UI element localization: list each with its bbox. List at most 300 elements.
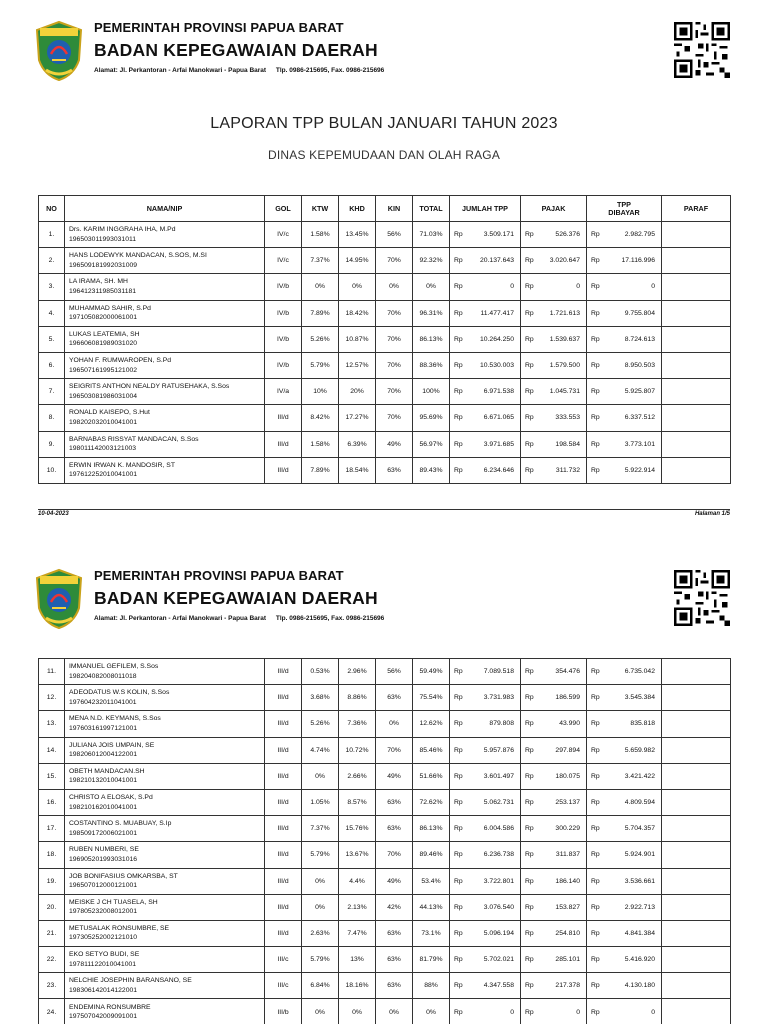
table-row	[39, 711, 731, 737]
total-percent: 100%	[413, 379, 450, 405]
currency-label: Rp	[587, 659, 605, 685]
currency-label: Rp	[587, 816, 605, 842]
khd-percent: 18.16%	[339, 973, 376, 999]
currency-label: Rp	[587, 300, 605, 326]
rank-grade: IV/a	[265, 379, 302, 405]
employee-cell	[65, 659, 265, 685]
dibayar-amount: 5.925.807	[605, 379, 662, 405]
dibayar-amount: 6.337.512	[605, 405, 662, 431]
currency-label: Rp	[450, 894, 468, 920]
currency-label: Rp	[521, 816, 539, 842]
paraf-cell	[662, 659, 731, 685]
employee-cell	[65, 816, 265, 842]
dibayar-amount: 6.735.042	[605, 659, 662, 685]
employee-cell	[65, 326, 265, 352]
employee-nip: 198509172006021001	[69, 829, 138, 837]
employee-cell	[65, 973, 265, 999]
khd-percent: 12.57%	[339, 352, 376, 378]
letterhead	[0, 12, 768, 82]
paraf-cell	[662, 973, 731, 999]
table-row	[39, 352, 731, 378]
currency-label: Rp	[450, 248, 468, 274]
dibayar-amount: 4.809.594	[605, 789, 662, 815]
currency-label: Rp	[521, 431, 539, 457]
currency-label: Rp	[450, 379, 468, 405]
currency-label: Rp	[521, 868, 539, 894]
ktw-percent: 5.79%	[302, 947, 339, 973]
employee-name: OBETH MANDACAN.SH	[69, 767, 145, 775]
paraf-cell	[662, 457, 731, 483]
province-emblem-icon	[34, 568, 84, 630]
rank-grade: III/d	[265, 920, 302, 946]
row-number: 24.	[39, 999, 65, 1024]
ktw-percent: 0%	[302, 274, 339, 300]
total-percent: 75.54%	[413, 685, 450, 711]
row-number: 23.	[39, 973, 65, 999]
footer-divider	[38, 509, 730, 510]
pajak-amount: 526.376	[539, 222, 587, 248]
pajak-amount: 333.553	[539, 405, 587, 431]
table-row	[39, 326, 731, 352]
paraf-cell	[662, 763, 731, 789]
khd-percent: 15.76%	[339, 816, 376, 842]
currency-label: Rp	[521, 248, 539, 274]
currency-label: Rp	[521, 379, 539, 405]
header-paraf: PARAF	[662, 196, 731, 222]
currency-label: Rp	[587, 685, 605, 711]
pajak-amount: 253.137	[539, 789, 587, 815]
employee-cell	[65, 222, 265, 248]
employee-nip: 196503011993031011	[69, 235, 137, 243]
currency-label: Rp	[521, 920, 539, 946]
kin-percent: 70%	[376, 379, 413, 405]
khd-percent: 7.47%	[339, 920, 376, 946]
table-row	[39, 999, 731, 1024]
ktw-percent: 5.79%	[302, 842, 339, 868]
row-number: 5.	[39, 326, 65, 352]
employee-nip: 197305252002121010	[69, 934, 138, 942]
table-row	[39, 379, 731, 405]
currency-label: Rp	[587, 457, 605, 483]
ktw-percent: 1.58%	[302, 222, 339, 248]
currency-label: Rp	[450, 842, 468, 868]
table-row	[39, 973, 731, 999]
currency-label: Rp	[450, 999, 468, 1024]
employee-cell	[65, 947, 265, 973]
rank-grade: III/d	[265, 816, 302, 842]
rank-grade: III/d	[265, 789, 302, 815]
khd-percent: 17.27%	[339, 405, 376, 431]
employee-name: RUBEN NUMBERI, SE	[69, 846, 139, 854]
currency-label: Rp	[521, 999, 539, 1024]
row-number: 1.	[39, 222, 65, 248]
currency-label: Rp	[521, 842, 539, 868]
employee-nip: 198204082008011018	[69, 672, 137, 680]
qr-code-icon	[674, 22, 730, 78]
currency-label: Rp	[450, 947, 468, 973]
pajak-amount: 354.476	[539, 659, 587, 685]
khd-percent: 13.45%	[339, 222, 376, 248]
rank-grade: III/d	[265, 685, 302, 711]
total-percent: 89.43%	[413, 457, 450, 483]
paraf-cell	[662, 222, 731, 248]
currency-label: Rp	[587, 222, 605, 248]
row-number: 20.	[39, 894, 65, 920]
row-number: 12.	[39, 685, 65, 711]
total-percent: 88%	[413, 973, 450, 999]
total-percent: 12.62%	[413, 711, 450, 737]
paraf-cell	[662, 379, 731, 405]
employee-nip: 196507012000121001	[69, 882, 138, 890]
ktw-percent: 7.89%	[302, 457, 339, 483]
currency-label: Rp	[587, 711, 605, 737]
employee-nip: 196503081986031004	[69, 392, 138, 400]
currency-label: Rp	[587, 326, 605, 352]
row-number: 16.	[39, 789, 65, 815]
currency-label: Rp	[521, 405, 539, 431]
rank-grade: III/d	[265, 737, 302, 763]
paraf-cell	[662, 274, 731, 300]
dibayar-amount: 5.659.982	[605, 737, 662, 763]
currency-label: Rp	[587, 999, 605, 1024]
total-percent: 86.13%	[413, 816, 450, 842]
ktw-percent: 8.42%	[302, 405, 339, 431]
khd-percent: 18.42%	[339, 300, 376, 326]
employee-name: LA IRAMA, SH. MH	[69, 278, 128, 286]
total-percent: 81.79%	[413, 947, 450, 973]
currency-label: Rp	[587, 868, 605, 894]
ktw-percent: 5.26%	[302, 326, 339, 352]
employee-nip: 198206012004122001	[69, 751, 138, 759]
employee-cell	[65, 999, 265, 1024]
table-row	[39, 248, 731, 274]
total-percent: 85.46%	[413, 737, 450, 763]
kin-percent: 63%	[376, 973, 413, 999]
employee-nip: 198202032010041001	[69, 418, 138, 426]
employee-nip: 197604232011041001	[69, 698, 137, 706]
employee-nip: 197612252010041001	[69, 471, 138, 479]
rank-grade: III/d	[265, 711, 302, 737]
table-row	[39, 920, 731, 946]
khd-percent: 8.57%	[339, 789, 376, 815]
total-percent: 0%	[413, 999, 450, 1024]
total-percent: 59.49%	[413, 659, 450, 685]
paraf-cell	[662, 920, 731, 946]
row-number: 21.	[39, 920, 65, 946]
dibayar-amount: 835.818	[605, 711, 662, 737]
total-percent: 86.13%	[413, 326, 450, 352]
currency-label: Rp	[521, 274, 539, 300]
kin-percent: 42%	[376, 894, 413, 920]
currency-label: Rp	[521, 737, 539, 763]
currency-label: Rp	[450, 352, 468, 378]
currency-label: Rp	[521, 763, 539, 789]
rank-grade: III/d	[265, 842, 302, 868]
currency-label: Rp	[521, 973, 539, 999]
currency-label: Rp	[587, 405, 605, 431]
table-row	[39, 457, 731, 483]
total-percent: 96.31%	[413, 300, 450, 326]
jumlah-amount: 3.722.801	[468, 868, 521, 894]
province-name: PEMERINTAH PROVINSI PAPUA BARAT	[94, 568, 344, 583]
kin-percent: 70%	[376, 248, 413, 274]
ktw-percent: 5.79%	[302, 352, 339, 378]
currency-label: Rp	[450, 300, 468, 326]
row-number: 2.	[39, 248, 65, 274]
jumlah-amount: 10.530.003	[468, 352, 521, 378]
employee-nip: 196412311985031181	[69, 287, 137, 295]
footer-page-number: Halaman 1/5	[694, 511, 730, 517]
currency-label: Rp	[521, 685, 539, 711]
dibayar-amount: 0	[605, 274, 662, 300]
agency-address: Alamat: Jl. Perkantoran - Arfai Manokwari - Papua Barat	[94, 615, 267, 622]
paraf-cell	[662, 711, 731, 737]
khd-percent: 2.13%	[339, 894, 376, 920]
currency-label: Rp	[587, 947, 605, 973]
row-number: 6.	[39, 352, 65, 378]
jumlah-amount: 20.137.643	[468, 248, 521, 274]
header-total: TOTAL	[413, 196, 450, 222]
rank-grade: IV/b	[265, 326, 302, 352]
currency-label: Rp	[587, 789, 605, 815]
currency-label: Rp	[521, 789, 539, 815]
table-row	[39, 405, 731, 431]
jumlah-amount: 6.971.538	[468, 379, 521, 405]
currency-label: Rp	[521, 352, 539, 378]
jumlah-amount: 10.264.250	[468, 326, 521, 352]
paraf-cell	[662, 300, 731, 326]
table-row	[39, 685, 731, 711]
dibayar-amount: 3.421.422	[605, 763, 662, 789]
employee-name: METUSALAK RONSUMBRE, SE	[69, 924, 170, 932]
currency-label: Rp	[450, 920, 468, 946]
khd-percent: 14.95%	[339, 248, 376, 274]
currency-label: Rp	[587, 737, 605, 763]
pajak-amount: 0	[539, 999, 587, 1024]
jumlah-amount: 11.477.417	[468, 300, 521, 326]
rank-grade: III/d	[265, 894, 302, 920]
ktw-percent: 0%	[302, 763, 339, 789]
khd-percent: 18.54%	[339, 457, 376, 483]
row-number: 18.	[39, 842, 65, 868]
ktw-percent: 0%	[302, 894, 339, 920]
table-row	[39, 274, 731, 300]
row-number: 13.	[39, 711, 65, 737]
rank-grade: III/d	[265, 431, 302, 457]
employee-name: HANS LODEWYK MANDACAN, S.SOS, M.SI	[69, 252, 207, 260]
dibayar-amount: 3.545.384	[605, 685, 662, 711]
paraf-cell	[662, 947, 731, 973]
ktw-percent: 10%	[302, 379, 339, 405]
qr-code-icon	[674, 570, 730, 626]
row-number: 8.	[39, 405, 65, 431]
currency-label: Rp	[450, 457, 468, 483]
kin-percent: 70%	[376, 352, 413, 378]
total-percent: 51.66%	[413, 763, 450, 789]
rank-grade: III/d	[265, 659, 302, 685]
total-percent: 72.62%	[413, 789, 450, 815]
employee-cell	[65, 685, 265, 711]
jumlah-amount: 0	[468, 274, 521, 300]
dibayar-amount: 5.416.920	[605, 947, 662, 973]
dibayar-amount: 4.841.384	[605, 920, 662, 946]
paraf-cell	[662, 431, 731, 457]
paraf-cell	[662, 405, 731, 431]
ktw-percent: 1.05%	[302, 789, 339, 815]
rank-grade: III/d	[265, 763, 302, 789]
currency-label: Rp	[521, 947, 539, 973]
employee-cell	[65, 842, 265, 868]
total-percent: 56.97%	[413, 431, 450, 457]
agency-name: BADAN KEPEGAWAIAN DAERAH	[94, 588, 378, 608]
letterhead-page-2	[0, 560, 768, 630]
employee-cell	[65, 711, 265, 737]
pajak-amount: 297.894	[539, 737, 587, 763]
dibayar-amount: 4.130.180	[605, 973, 662, 999]
ktw-percent: 5.26%	[302, 711, 339, 737]
currency-label: Rp	[587, 274, 605, 300]
employee-cell	[65, 300, 265, 326]
jumlah-amount: 6.004.586	[468, 816, 521, 842]
currency-label: Rp	[521, 659, 539, 685]
currency-label: Rp	[450, 816, 468, 842]
jumlah-amount: 6.236.738	[468, 842, 521, 868]
agency-phone: Tlp. 0986-215695, Fax. 0986-215696	[275, 67, 385, 74]
khd-percent: 2.96%	[339, 659, 376, 685]
employee-cell	[65, 379, 265, 405]
employee-name: NELCHIE JOSEPHIN BARANSANO, SE	[69, 977, 192, 985]
employee-cell	[65, 431, 265, 457]
rank-grade: III/d	[265, 405, 302, 431]
table-row	[39, 222, 731, 248]
khd-percent: 13.67%	[339, 842, 376, 868]
currency-label: Rp	[450, 973, 468, 999]
jumlah-amount: 3.509.171	[468, 222, 521, 248]
employee-name: MENA N.D. KEYMANS, S.Sos	[69, 715, 161, 723]
total-percent: 44.13%	[413, 894, 450, 920]
kin-percent: 0%	[376, 711, 413, 737]
jumlah-amount: 6.234.646	[468, 457, 521, 483]
pajak-amount: 1.721.613	[539, 300, 587, 326]
dibayar-amount: 3.773.101	[605, 431, 662, 457]
currency-label: Rp	[587, 379, 605, 405]
footer-date: 10-04-2023	[38, 511, 69, 517]
table-row	[39, 894, 731, 920]
header-jumlah: JUMLAH TPP	[450, 196, 521, 222]
employee-nip: 197603161997121001	[69, 724, 138, 732]
rank-grade: IV/b	[265, 274, 302, 300]
employee-name: Drs. KARIM INGGRAHA IHA, M.Pd	[69, 226, 176, 234]
pajak-amount: 186.599	[539, 685, 587, 711]
paraf-cell	[662, 842, 731, 868]
row-number: 3.	[39, 274, 65, 300]
jumlah-amount: 3.971.685	[468, 431, 521, 457]
employee-nip: 198210162010041001	[69, 803, 138, 811]
pajak-amount: 300.229	[539, 816, 587, 842]
employee-name: EKO SETYO BUDI, SE	[69, 951, 140, 959]
total-percent: 95.69%	[413, 405, 450, 431]
row-number: 14.	[39, 737, 65, 763]
currency-label: Rp	[587, 431, 605, 457]
header-kin: KIN	[376, 196, 413, 222]
employee-name: JOB BONIFASIUS OMKARSBA, ST	[69, 872, 178, 880]
currency-label: Rp	[450, 737, 468, 763]
tpp-table-continued	[38, 658, 731, 1024]
employee-nip: 196905201993031016	[69, 855, 138, 863]
currency-label: Rp	[450, 405, 468, 431]
ktw-percent: 7.37%	[302, 248, 339, 274]
pajak-amount: 43.990	[539, 711, 587, 737]
ktw-percent: 7.89%	[302, 300, 339, 326]
employee-nip: 196509181992031009	[69, 261, 138, 269]
employee-name: CHRISTO A ELOSAK, S.Pd	[69, 794, 153, 802]
kin-percent: 63%	[376, 457, 413, 483]
kin-percent: 56%	[376, 659, 413, 685]
employee-nip: 198011142003121003	[69, 445, 137, 453]
currency-label: Rp	[587, 352, 605, 378]
employee-name: SEIGRITS ANTHON NEALDY RATUSEHAKA, S.Sos	[69, 383, 230, 391]
currency-label: Rp	[587, 842, 605, 868]
row-number: 10.	[39, 457, 65, 483]
employee-name: ADEODATUS W.S KOLIN, S.Sos	[69, 689, 170, 697]
table-row	[39, 431, 731, 457]
table-row	[39, 737, 731, 763]
paraf-cell	[662, 685, 731, 711]
kin-percent: 70%	[376, 405, 413, 431]
dibayar-amount: 2.982.795	[605, 222, 662, 248]
header-name: NAMA/NIP	[65, 196, 265, 222]
report-title: LAPORAN TPP BULAN JANUARI TAHUN 2023	[210, 115, 558, 132]
ktw-percent: 7.37%	[302, 816, 339, 842]
pajak-amount: 1.579.500	[539, 352, 587, 378]
khd-percent: 0%	[339, 274, 376, 300]
pajak-amount: 217.378	[539, 973, 587, 999]
employee-cell	[65, 248, 265, 274]
ktw-percent: 3.68%	[302, 685, 339, 711]
pajak-amount: 198.584	[539, 431, 587, 457]
table-row	[39, 763, 731, 789]
employee-name: BARNABAS RISSYAT MANDACAN, S.Sos	[69, 435, 199, 443]
jumlah-amount: 5.096.194	[468, 920, 521, 946]
rank-grade: IV/c	[265, 222, 302, 248]
table-row	[39, 659, 731, 685]
employee-nip: 198306142014122001	[69, 986, 138, 994]
employee-cell	[65, 352, 265, 378]
pajak-amount: 311.837	[539, 842, 587, 868]
province-name: PEMERINTAH PROVINSI PAPUA BARAT	[94, 20, 344, 35]
employee-name: LUKAS LEATEMIA, SH	[69, 330, 140, 338]
row-number: 17.	[39, 816, 65, 842]
jumlah-amount: 879.808	[468, 711, 521, 737]
kin-percent: 63%	[376, 920, 413, 946]
header-ktw: KTW	[302, 196, 339, 222]
kin-percent: 63%	[376, 789, 413, 815]
header-gol: GOL	[265, 196, 302, 222]
paraf-cell	[662, 737, 731, 763]
total-percent: 53.4%	[413, 868, 450, 894]
employee-cell	[65, 894, 265, 920]
header-no: NO	[39, 196, 65, 222]
employee-cell	[65, 789, 265, 815]
employee-nip: 197805232008012001	[69, 908, 138, 916]
jumlah-amount: 0	[468, 999, 521, 1024]
currency-label: Rp	[450, 326, 468, 352]
paraf-cell	[662, 248, 731, 274]
pajak-amount: 285.101	[539, 947, 587, 973]
employee-nip: 196507161995121002	[69, 366, 138, 374]
province-emblem-icon	[34, 20, 84, 82]
rank-grade: III/c	[265, 947, 302, 973]
